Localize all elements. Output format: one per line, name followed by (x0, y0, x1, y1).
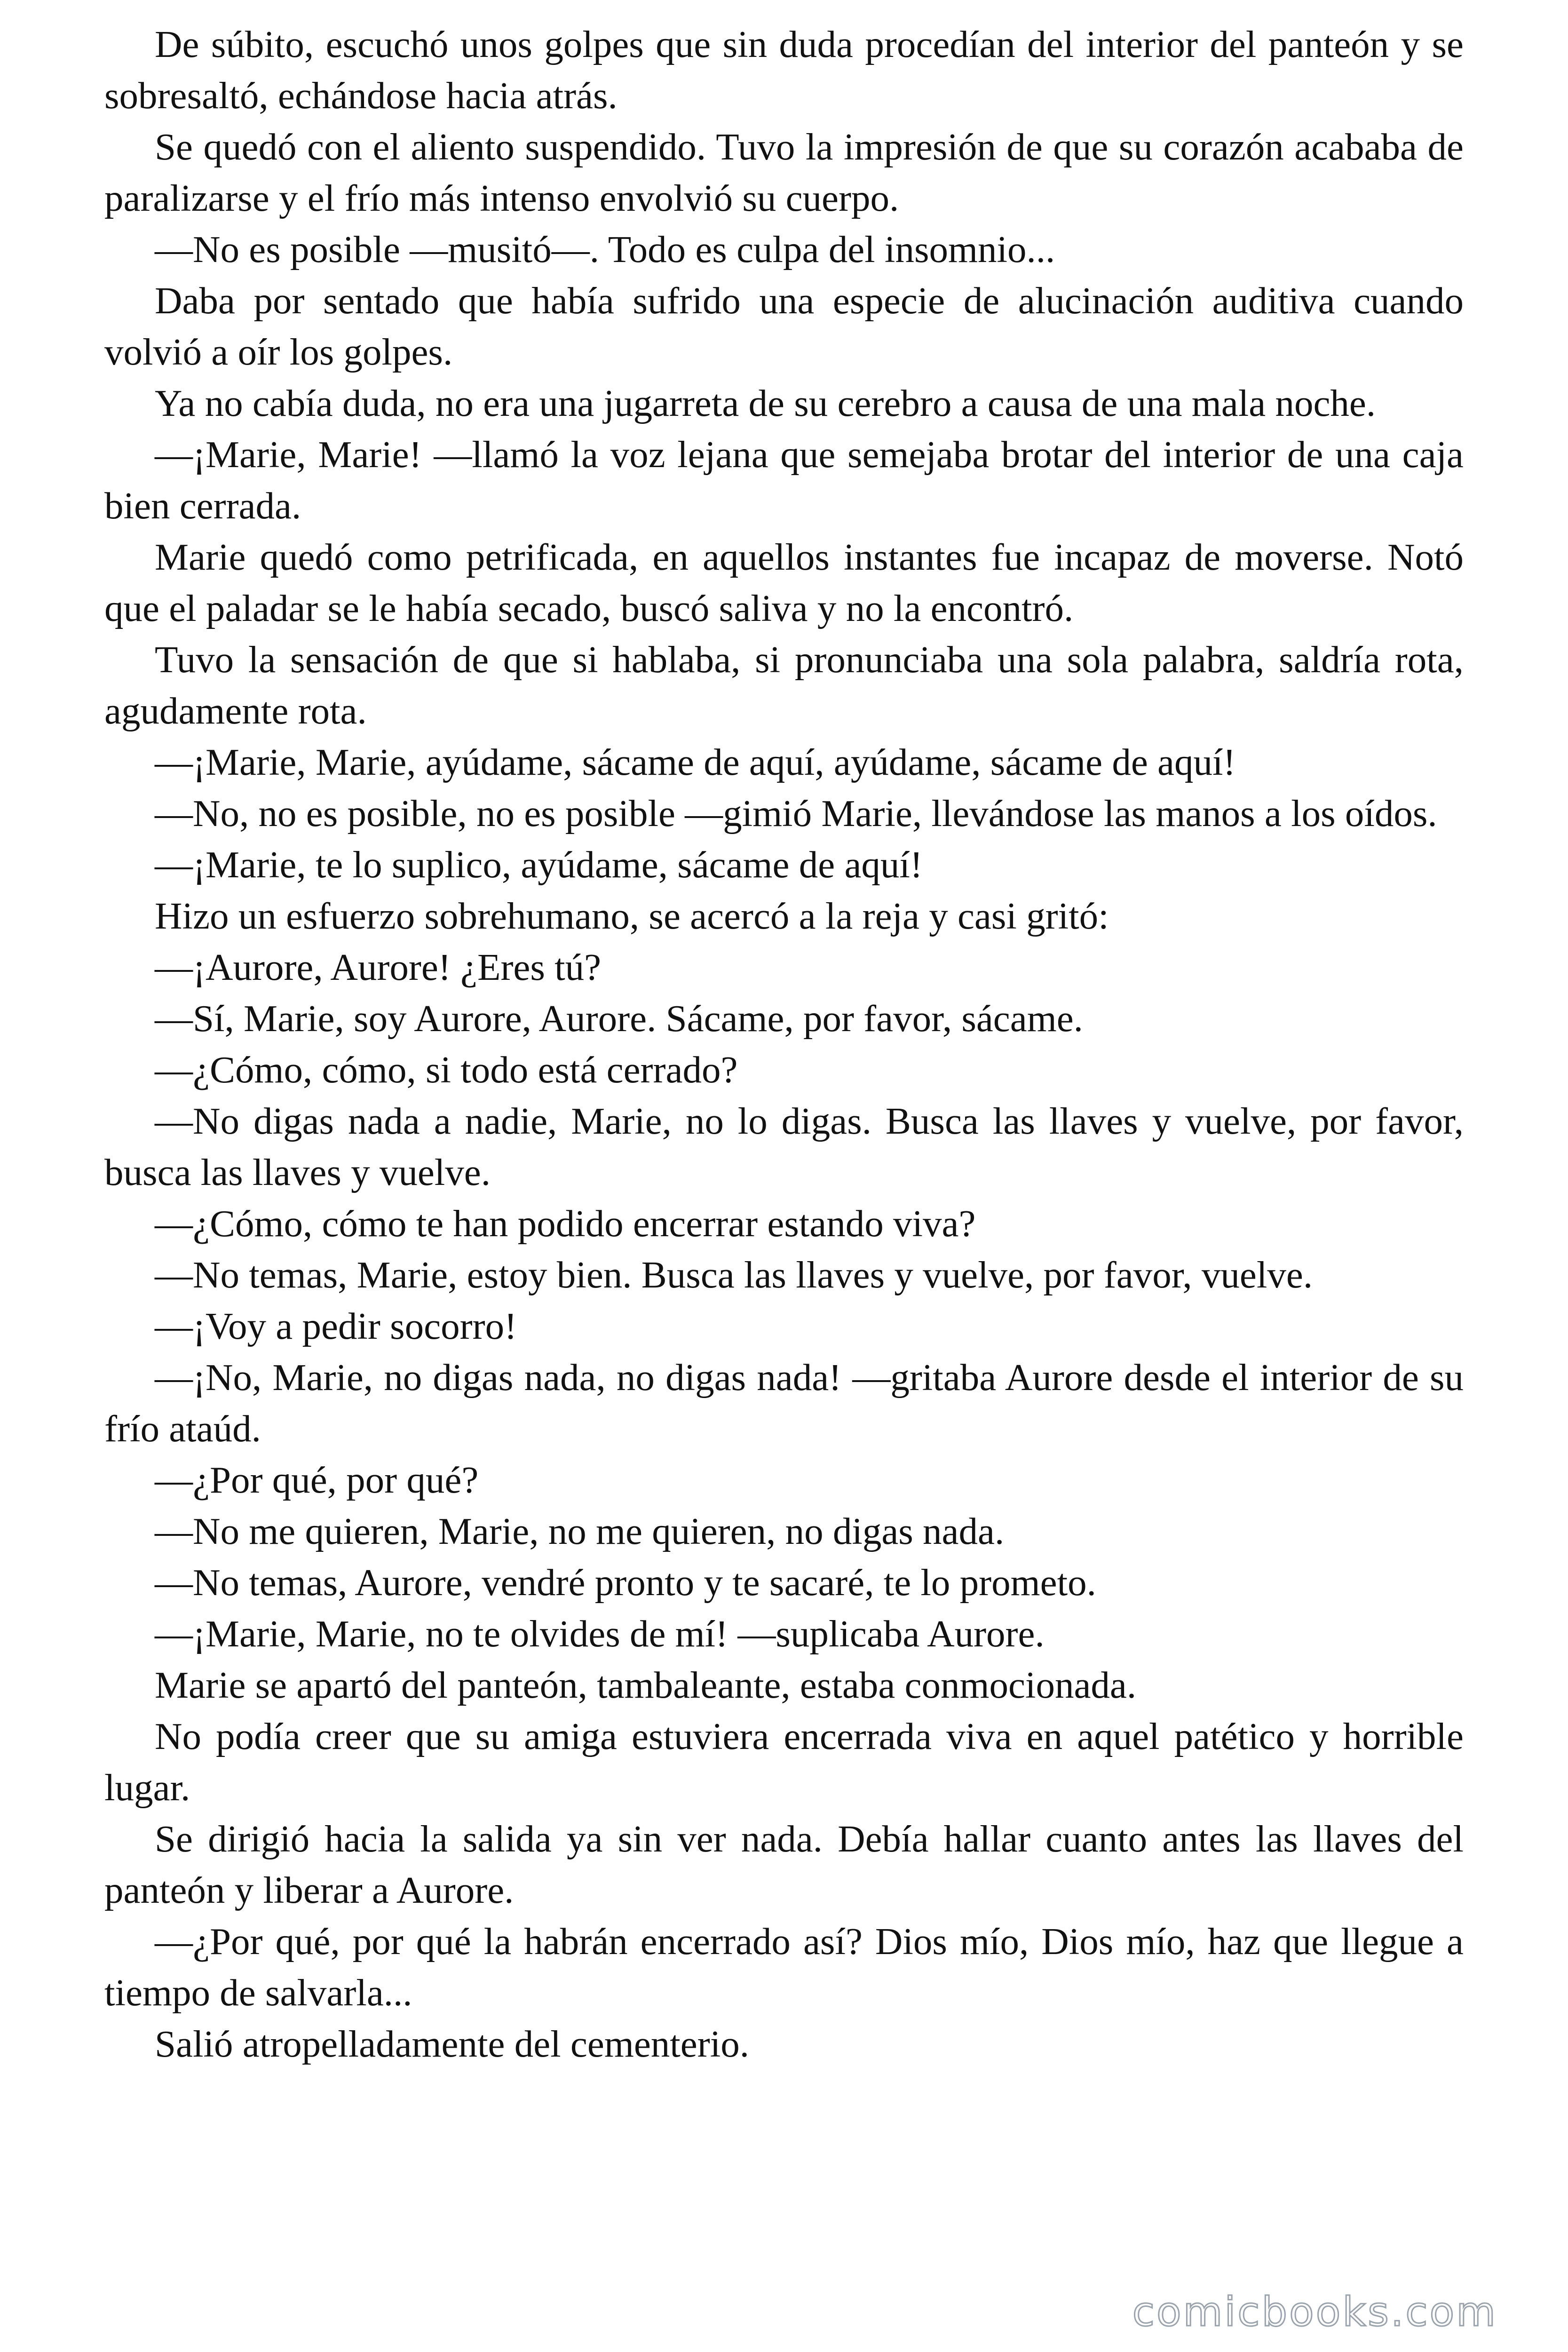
paragraph: —No, no es posible, no es posible —gimió Marie, llevándose las manos a los oídos. (155, 792, 1437, 834)
paragraph: Se quedó con el aliento suspendido. Tuvo la impresión de que su corazón acababa de paralizarse y el frío más intenso envolvió su cuerpo. (104, 126, 1464, 219)
paragraph: Ya no cabía duda, no era una jugarreta de su cerebro a causa de una mala noche. (155, 382, 1376, 424)
paragraph: —¡Marie, te lo suplico, ayúdame, sácame de aquí! (155, 843, 923, 886)
paragraph: Se dirigió hacia la salida ya sin ver nada. Debía hallar cuanto antes las llaves del panteón y liberar a Aurore. (104, 1818, 1464, 1911)
paragraph: —¡Voy a pedir socorro! (155, 1305, 517, 1347)
paragraph: Tuvo la sensación de que si hablaba, si pronunciaba una sola palabra, saldría rota, agudamente rota. (104, 638, 1464, 732)
paragraph: —No me quieren, Marie, no me quieren, no digas nada. (155, 1510, 1005, 1552)
paragraph: Marie se apartó del panteón, tambaleante, estaba conmocionada. (155, 1664, 1137, 1706)
paragraph: —No temas, Marie, estoy bien. Busca las llaves y vuelve, por favor, vuelve. (155, 1254, 1313, 1296)
paragraph: —No digas nada a nadie, Marie, no lo digas. Busca las llaves y vuelve, por favor, busca las llaves y vuelve. (104, 1100, 1464, 1193)
paragraph: —¡Marie, Marie! —llamó la voz lejana que semejaba brotar del interior de una caja bien cerrada. (104, 433, 1464, 527)
paragraph: —No es posible —musitó—. Todo es culpa del insomnio... (155, 228, 1055, 270)
paragraph: —Sí, Marie, soy Aurore, Aurore. Sácame, por favor, sácame. (155, 997, 1083, 1040)
paragraph: —¿Por qué, por qué la habrán encerrado así? Dios mío, Dios mío, haz que llegue a tiempo de salvarla... (104, 1920, 1464, 2014)
paragraph: —¡No, Marie, no digas nada, no digas nada! —gritaba Aurore desde el interior de su frío ataúd. (104, 1356, 1464, 1450)
paragraph: —¡Marie, Marie, ayúdame, sácame de aquí, ayúdame, sácame de aquí! (155, 741, 1236, 783)
paragraph: —¿Cómo, cómo te han podido encerrar estando viva? (155, 1202, 976, 1245)
paragraph: De súbito, escuchó unos golpes que sin duda procedían del interior del panteón y se sobresaltó, echándose hacia atrás. (104, 23, 1464, 117)
paragraph: Salió atropelladamente del cementerio. (155, 2023, 749, 2065)
paragraph: Hizo un esfuerzo sobrehumano, se acercó a la reja y casi gritó: (155, 895, 1109, 937)
book-page-text (104, 19, 1464, 2070)
paragraph: No podía creer que su amiga estuviera encerrada viva en aquel patético y horrible lugar. (104, 1715, 1464, 1809)
paragraph: —¡Marie, Marie, no te olvides de mí! —suplicaba Aurore. (155, 1613, 1045, 1655)
paragraph: —¿Cómo, cómo, si todo está cerrado? (155, 1049, 738, 1091)
watermark-text: comicbooks.com (1132, 2288, 1497, 2336)
paragraph: Daba por sentado que había sufrido una especie de alucinación auditiva cuando volvió a oír los golpes. (104, 279, 1464, 373)
paragraph: —¿Por qué, por qué? (155, 1459, 479, 1501)
paragraph: Marie quedó como petrificada, en aquellos instantes fue incapaz de moverse. Notó que el paladar se le había secado, buscó saliva y no la encontró. (104, 536, 1464, 629)
paragraph: —No temas, Aurore, vendré pronto y te sacaré, te lo prometo. (155, 1561, 1096, 1604)
paragraph: —¡Aurore, Aurore! ¿Eres tú? (155, 946, 602, 988)
